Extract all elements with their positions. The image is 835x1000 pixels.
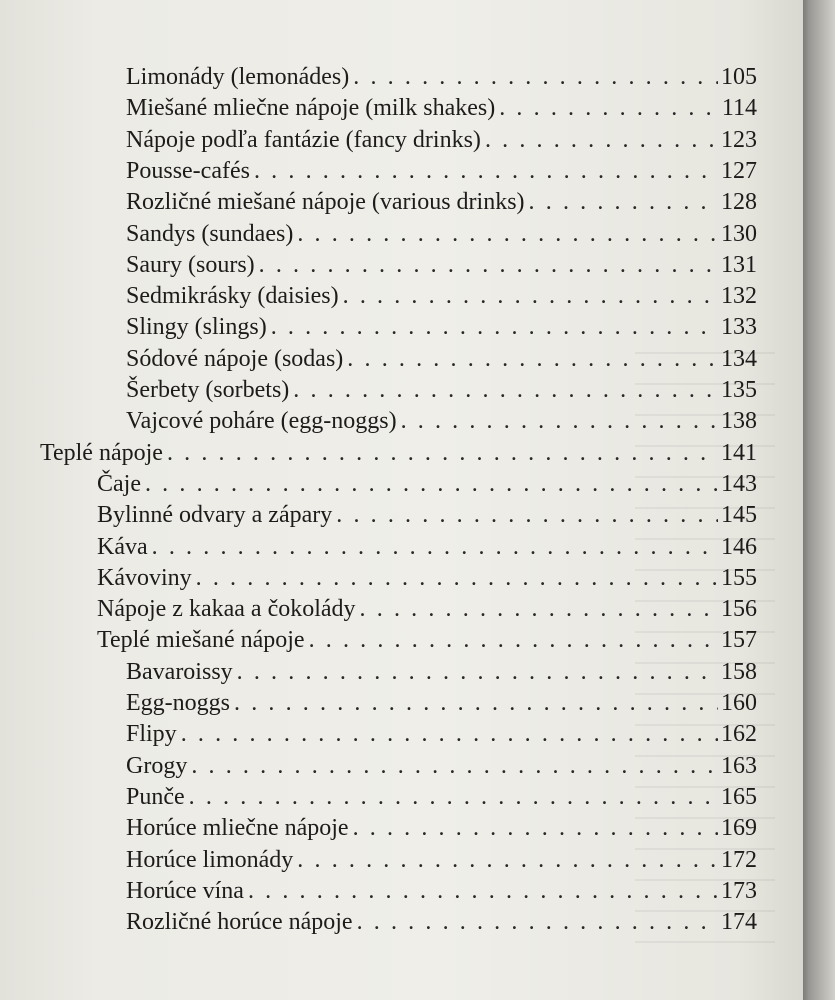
toc-entry (126, 93, 757, 124)
toc-entry (126, 344, 757, 375)
toc-entry-title: Šerbety (sorbets) (126, 377, 290, 403)
dot-leader (189, 782, 718, 813)
toc-entry-page-number: 165 (721, 783, 757, 810)
toc-entry-title: Rozličné miešané nápoje (various drinks) (126, 189, 525, 216)
toc-entry-page-number: 130 (721, 220, 757, 247)
toc-entry-title: Horúce vína (126, 877, 244, 904)
toc-entry-page-number: 169 (721, 815, 757, 842)
dot-leader (167, 438, 718, 469)
toc-entry (126, 876, 757, 907)
toc-entry-title: Sandys (sundaes) (126, 220, 294, 247)
toc-entry-page-number: 160 (721, 690, 757, 716)
toc-entry-title: Horúce limonády (126, 846, 294, 873)
toc-entry (97, 500, 757, 531)
toc-entry-title: Nápoje podľa fantázie (fancy drinks) (126, 126, 481, 153)
dot-leader (357, 907, 718, 938)
toc-entry (126, 312, 757, 343)
toc-entry-title: Nápoje z kakaa a čokolády (97, 596, 356, 623)
toc-entry-page-number: 128 (721, 189, 757, 216)
toc-entry-page-number: 133 (721, 314, 757, 341)
toc-entry-page-number: 156 (721, 596, 757, 623)
toc-entry (126, 62, 757, 93)
toc-entry-title: Teplé nápoje (40, 439, 163, 466)
toc-entry-title: Punče (126, 783, 185, 810)
dot-leader (191, 751, 718, 782)
toc-entry-page-number: 143 (721, 470, 757, 497)
dot-leader (297, 845, 718, 876)
toc-entry (126, 125, 757, 156)
toc-entry-title: Sódové nápoje (sodas) (126, 345, 344, 372)
toc-entry (97, 563, 757, 594)
toc-entry (126, 406, 757, 437)
toc-entry-title: Limonády (lemonádes) (126, 64, 350, 90)
toc-entry-title: Flipy (126, 721, 177, 748)
dot-leader (529, 187, 718, 218)
dot-leader (347, 344, 718, 375)
page-edge-shadow (803, 0, 835, 1000)
toc-entry-page-number: 145 (721, 502, 757, 529)
toc-entry (97, 532, 757, 563)
toc-entry-title: Vajcové poháre (egg-noggs) (126, 408, 397, 435)
toc-entry-page-number: 146 (721, 533, 757, 560)
toc-entry (126, 250, 757, 281)
dot-leader (145, 469, 718, 500)
toc-entry (126, 813, 757, 844)
toc-entry-page-number: 141 (721, 439, 757, 466)
toc-entry-title: Grogy (126, 752, 188, 779)
dot-leader (237, 657, 718, 688)
toc-entry (97, 594, 757, 625)
toc-entry (126, 657, 757, 688)
toc-entry (97, 625, 757, 656)
dot-leader (343, 281, 718, 312)
toc-entry-title: Miešané mliečne nápoje (milk shakes) (126, 95, 496, 122)
toc-entry (40, 438, 757, 469)
toc-entry-page-number: 134 (721, 345, 757, 372)
toc-entry (126, 281, 757, 312)
toc-entry-title: Bylinné odvary a zápary (97, 502, 333, 529)
toc-entry-title: Egg-noggs (126, 690, 230, 716)
dot-leader (196, 563, 718, 594)
toc-entry (126, 688, 757, 719)
dot-leader (485, 125, 718, 156)
toc-entry-title: Čaje (97, 470, 141, 497)
toc-entry (126, 907, 757, 938)
dot-leader (309, 625, 718, 656)
toc-entry-title: Bavaroissy (126, 658, 233, 685)
toc-entry (126, 219, 757, 250)
toc-entry-title: Slingy (slings) (126, 314, 267, 341)
toc-entry-title: Saury (sours) (126, 251, 255, 278)
toc-entry (126, 782, 757, 813)
toc-entry-page-number: 162 (721, 721, 757, 748)
dot-leader (360, 594, 718, 625)
toc-entry-page-number: 138 (721, 408, 757, 435)
toc-entry-title: Horúce mliečne nápoje (126, 815, 349, 842)
toc-entry-title: Káva (97, 533, 148, 560)
dot-leader (181, 719, 718, 750)
toc-entry-title: Teplé miešané nápoje (97, 627, 305, 654)
toc-entry (126, 375, 757, 406)
dot-leader (336, 500, 718, 531)
dot-leader (353, 813, 718, 844)
dot-leader (293, 375, 718, 406)
dot-leader (297, 219, 718, 250)
toc-entry (126, 751, 757, 782)
toc-entry-page-number: 172 (721, 846, 757, 873)
toc-entry (97, 469, 757, 500)
dot-leader (259, 250, 718, 281)
toc-entry-page-number: 135 (721, 377, 757, 403)
toc-entry (126, 156, 757, 187)
dot-leader (248, 876, 718, 907)
toc-entry-page-number: 173 (721, 877, 757, 904)
toc-entry-page-number: 157 (721, 627, 757, 654)
dot-leader (499, 93, 719, 124)
dot-leader (401, 406, 718, 437)
dot-leader (271, 312, 718, 343)
toc-entry-page-number: 163 (721, 752, 757, 779)
toc-entry-page-number: 105 (721, 64, 757, 90)
toc-entry-page-number: 131 (721, 251, 757, 278)
toc-entry (126, 719, 757, 750)
toc-entry-page-number: 123 (721, 126, 757, 153)
dot-leader (152, 532, 718, 563)
toc-entry-page-number: 132 (721, 283, 757, 310)
toc-entry-page-number: 155 (721, 564, 757, 591)
dot-leader (353, 62, 718, 93)
toc-entry-title: Sedmikrásky (daisies) (126, 283, 339, 310)
toc-entry-page-number: 158 (721, 658, 757, 685)
toc-entry-page-number: 127 (721, 157, 757, 184)
toc-entry-page-number: 174 (721, 909, 757, 936)
dot-leader (254, 156, 718, 187)
toc-entry-title: Pousse-cafés (126, 157, 250, 184)
toc-entry-page-number: 114 (721, 95, 757, 122)
toc-entry (126, 187, 757, 218)
toc-entry (126, 845, 757, 876)
dot-leader (234, 688, 718, 719)
toc-entry-title: Kávoviny (97, 564, 192, 591)
toc-entry-title: Rozličné horúce nápoje (126, 909, 353, 936)
